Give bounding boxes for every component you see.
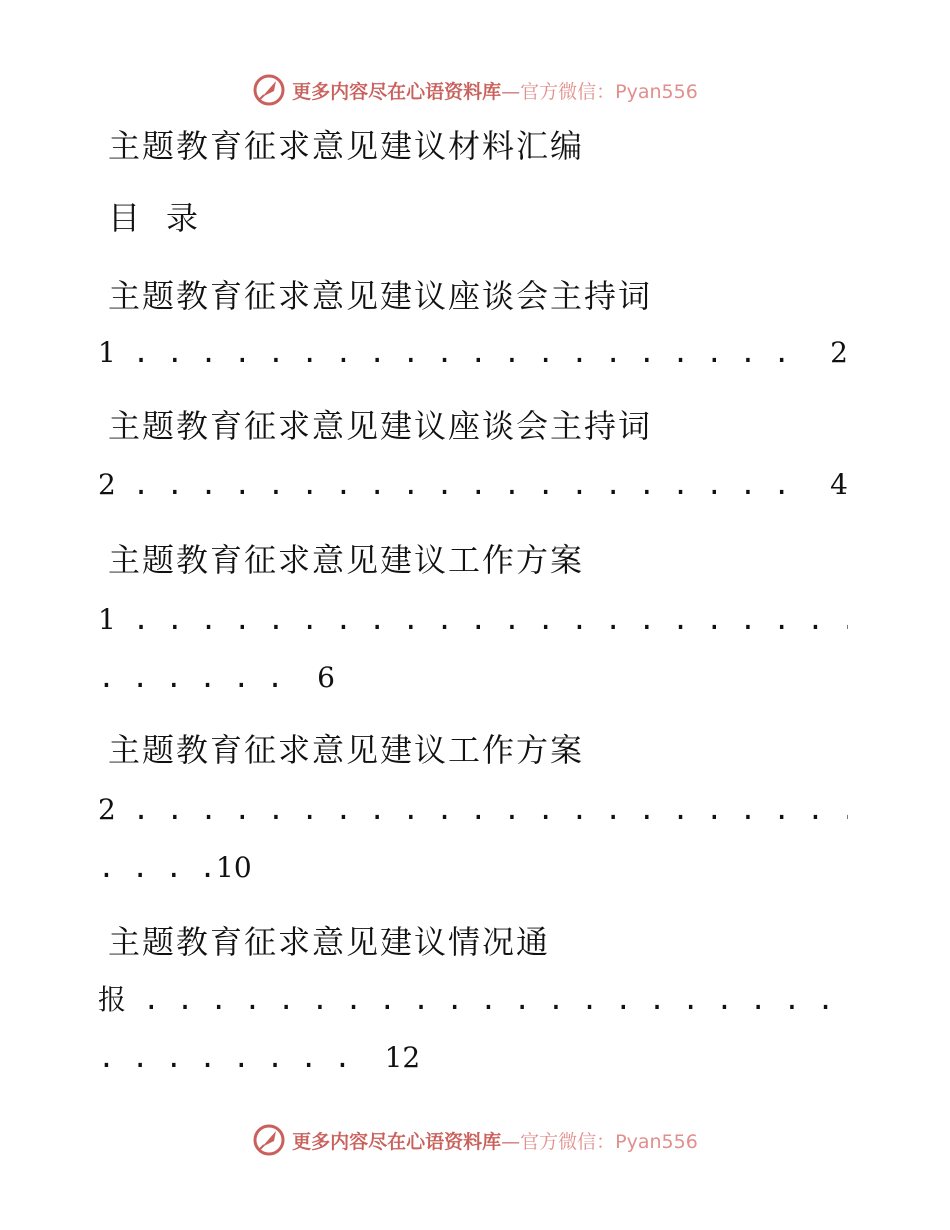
toc-entry-page-1: 2 <box>830 336 848 369</box>
toc-entry-tail-4: . . . .10 <box>98 851 252 884</box>
quill-circle-logo-icon <box>252 73 286 107</box>
toc-heading <box>108 198 950 238</box>
banner-wechat: 官方微信：Pyan556 <box>520 1130 698 1153</box>
toc-entry-tail-3: . . . . . . 6 <box>98 661 335 694</box>
header-banner <box>0 70 950 110</box>
toc-heading-char-2: 录 <box>166 199 201 237</box>
quill-circle-logo-icon <box>252 1123 286 1157</box>
toc-entry-leader-5 <box>98 980 848 1020</box>
toc-entry-title-1: 主题教育征求意见建议座谈会主持词 <box>108 277 653 315</box>
toc-entry-tail-5: . . . . . . . . 12 <box>98 1041 421 1074</box>
toc-entry-title-5: 主题教育征求意见建议情况通 <box>108 923 551 961</box>
banner-brand: 更多内容尽在心语资料库 <box>292 80 502 103</box>
toc-entry-prefix-4: 2 <box>98 793 116 826</box>
toc-entry-title-4: 主题教育征求意见建议工作方案 <box>108 731 585 769</box>
toc-entry-prefix-5: 报 <box>98 983 127 1016</box>
document-title: 主题教育征求意见建议材料汇编 <box>108 127 585 165</box>
toc-entry-page-5: 12 <box>384 1041 421 1074</box>
toc-entry-title-3: 主题教育征求意见建议工作方案 <box>108 541 585 579</box>
toc-entry-prefix-1: 1 <box>98 336 116 369</box>
toc-entry-leader-4 <box>98 790 848 830</box>
toc-entry-title-2: 主题教育征求意见建议座谈会主持词 <box>108 407 653 445</box>
toc-heading-char-1: 目 <box>108 199 143 237</box>
footer-banner <box>0 1120 950 1160</box>
banner-brand: 更多内容尽在心语资料库 <box>292 1130 502 1153</box>
toc-entry-page-2: 4 <box>830 468 848 501</box>
toc-entry-leader-2 <box>98 465 848 505</box>
banner-text <box>292 77 698 104</box>
toc-entry-prefix-3: 1 <box>98 603 116 636</box>
toc-entry-leader-3 <box>98 600 848 640</box>
banner-wechat: 官方微信：Pyan556 <box>520 80 698 103</box>
toc-entry-prefix-2: 2 <box>98 468 116 501</box>
banner-text <box>292 1127 698 1154</box>
toc-entry-page-3: 6 <box>317 661 335 694</box>
toc-entry-leader-1 <box>98 333 848 373</box>
toc-entry-page-4: 10 <box>216 851 252 884</box>
banner-dash: — <box>501 1130 521 1153</box>
banner-dash: — <box>501 80 521 103</box>
